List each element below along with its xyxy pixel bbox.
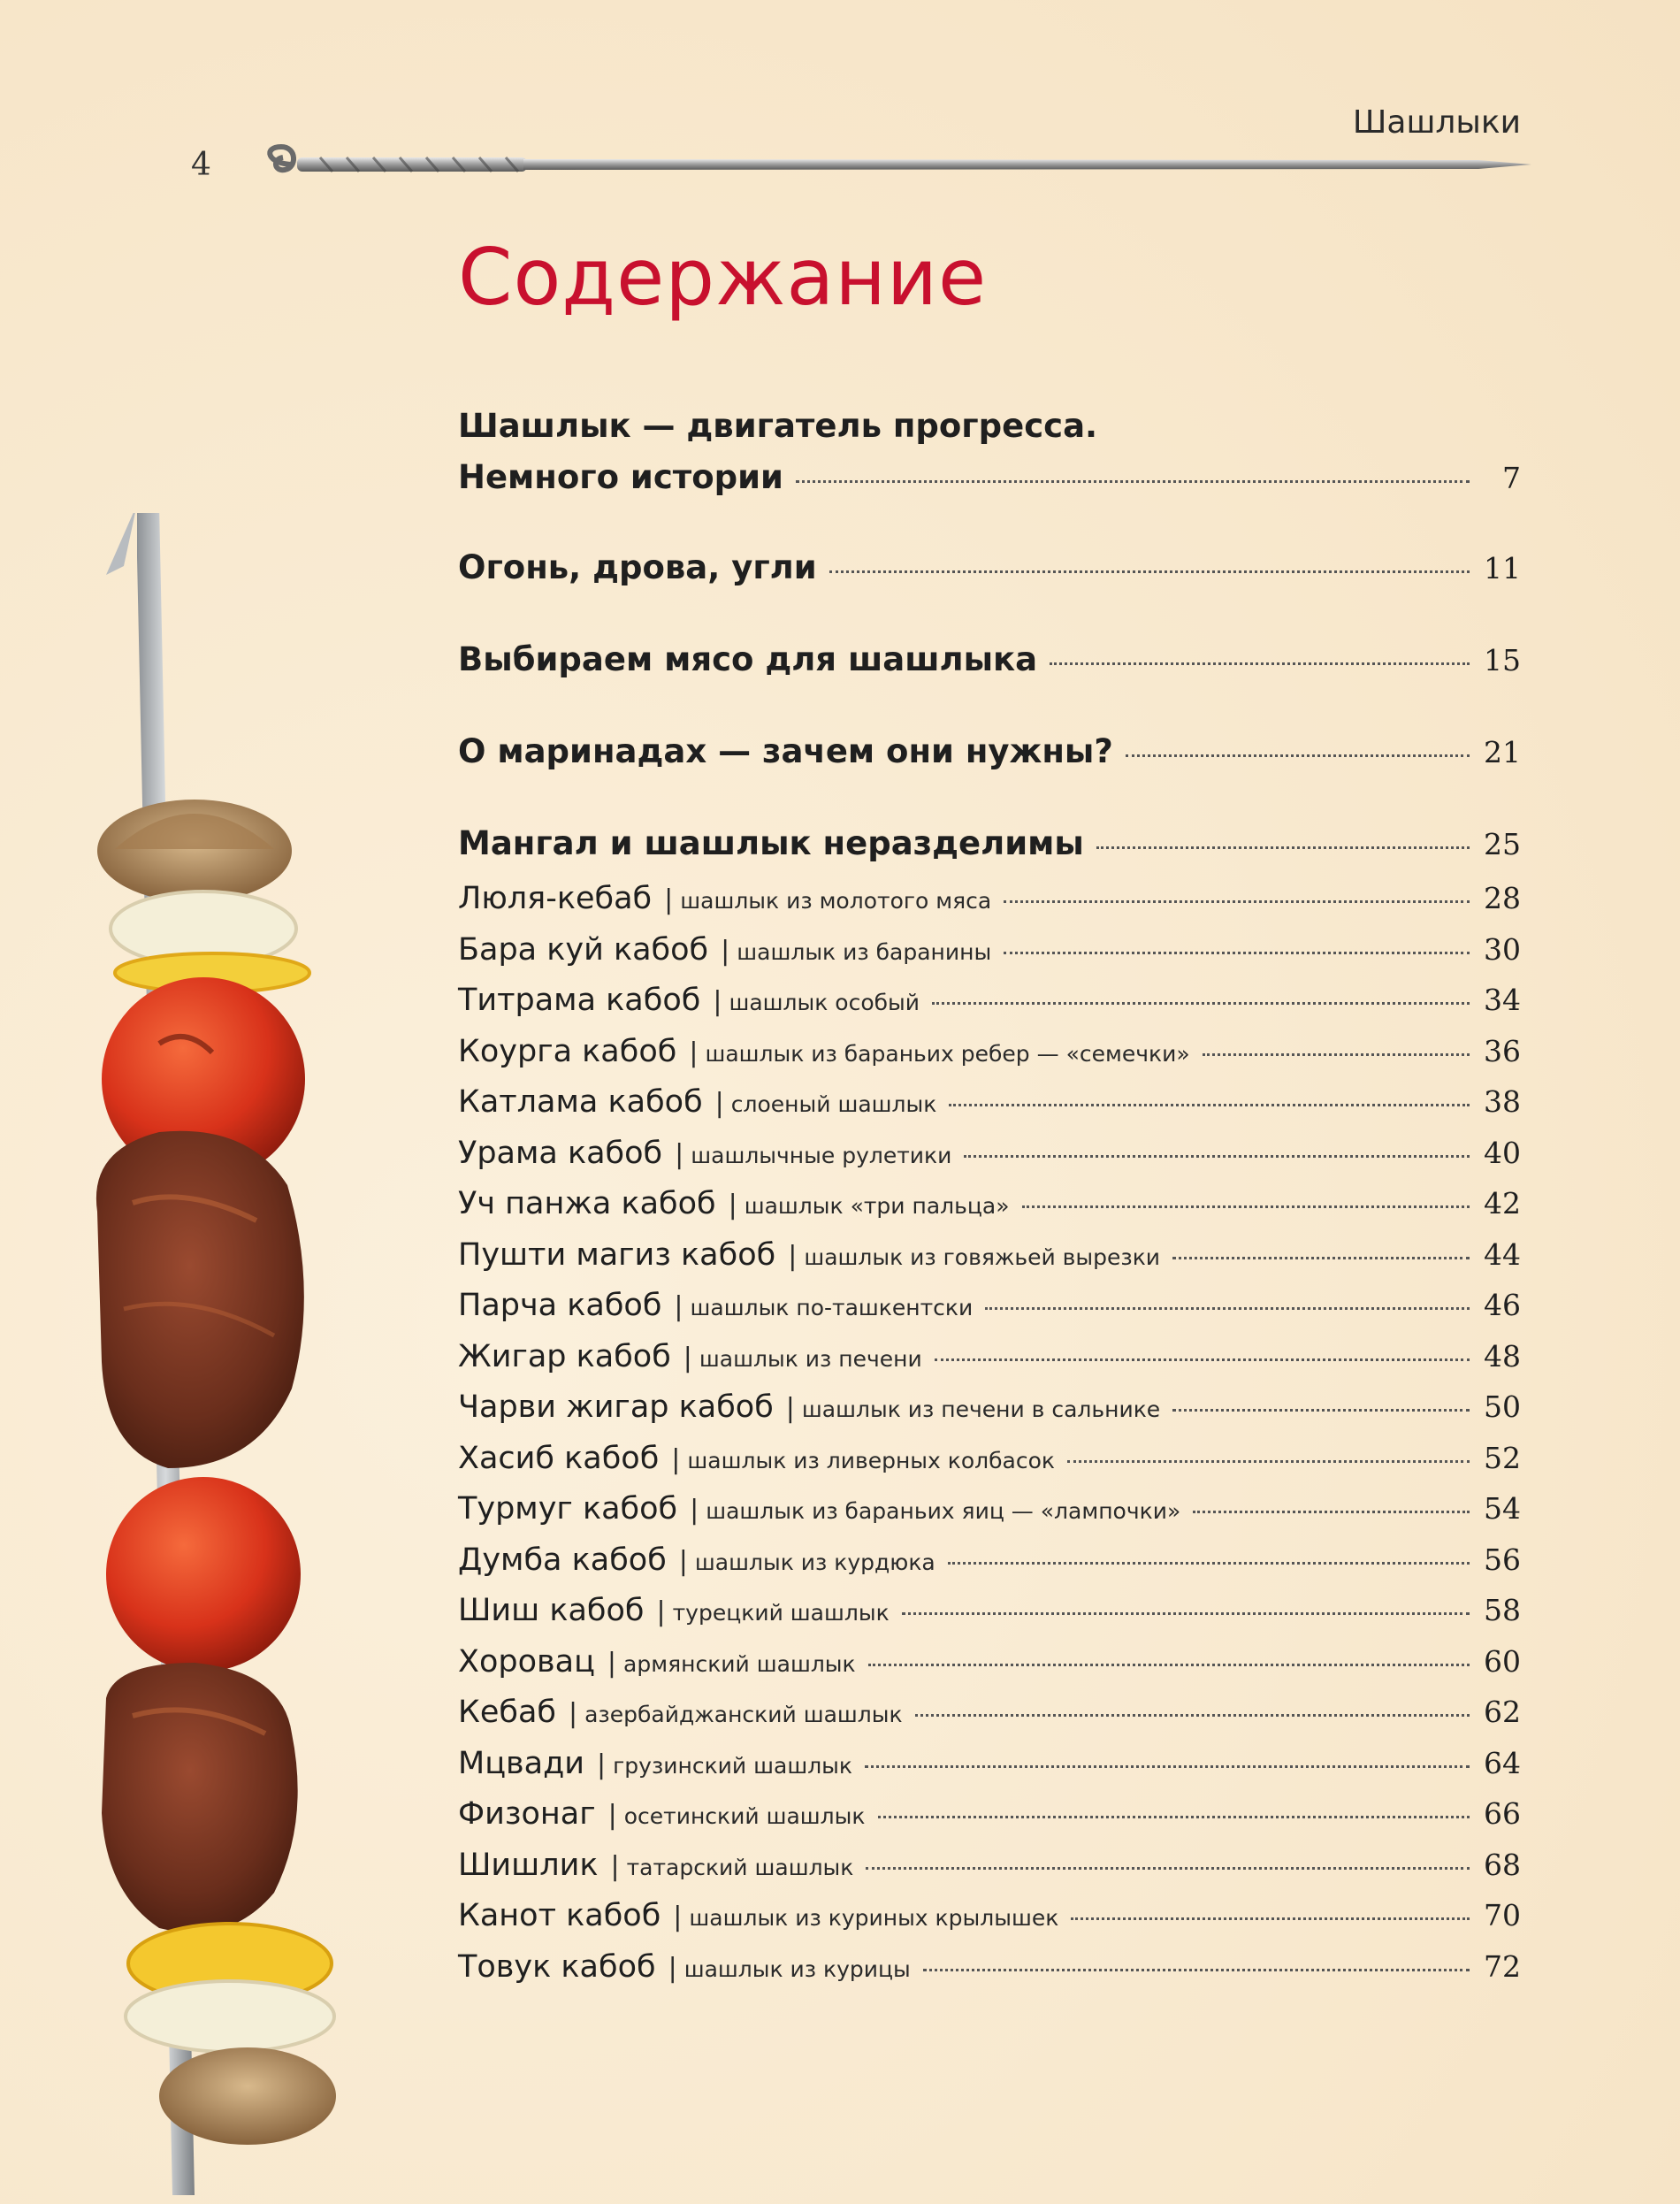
dot-leader <box>1193 1511 1470 1513</box>
toc-entry-title: Мангал и шашлык неразделимы <box>458 824 1084 862</box>
recipe-name: Турмуг кабоб <box>458 1491 678 1527</box>
recipe-description <box>607 1648 856 1679</box>
separator-bar: | <box>713 986 722 1017</box>
recipe-description <box>610 1851 853 1882</box>
recipe-name: Люля-кебаб <box>458 881 653 916</box>
separator-bar: | <box>668 1952 677 1984</box>
toc-recipe-row <box>458 1339 1521 1383</box>
toc-entry-history-line2 <box>458 458 1521 502</box>
toc-entry-title: Немного истории <box>458 458 783 496</box>
dot-leader <box>878 1816 1470 1818</box>
toc-page-number: 30 <box>1484 931 1521 967</box>
recipe-description <box>673 1902 1058 1932</box>
toc-page-number: 72 <box>1484 1948 1521 1984</box>
recipe-name: Коурга кабоб <box>458 1033 677 1069</box>
recipe-description <box>657 1596 890 1627</box>
recipe-description <box>683 1343 922 1374</box>
recipe-description-text: армянский шашлык <box>623 1650 856 1677</box>
recipe-description <box>608 1800 866 1831</box>
toc-page-number: 11 <box>1484 551 1521 585</box>
recipe-name: Шишлик <box>458 1847 599 1883</box>
toc-recipe-row <box>458 1034 1521 1078</box>
recipe-description <box>721 936 991 967</box>
recipe-description-text: шашлык из курдюка <box>694 1549 935 1575</box>
recipe-name: Катлама кабоб <box>458 1084 703 1120</box>
toc-recipe-row <box>458 1136 1521 1180</box>
toc-entry-title: Огонь, дрова, угли <box>458 548 817 586</box>
toc-recipe-row <box>458 1542 1521 1587</box>
recipe-description-text: турецкий шашлык <box>672 1600 890 1626</box>
recipe-name: Кебаб <box>458 1695 556 1730</box>
toc-page-number: 46 <box>1484 1288 1521 1322</box>
dot-leader <box>1172 1409 1470 1412</box>
toc-recipe-row <box>458 1949 1521 1994</box>
recipe-description-text: шашлык из бараньих яиц — «лампочки» <box>706 1498 1181 1524</box>
toc-page-number: 60 <box>1484 1643 1521 1679</box>
toc-page-number: 52 <box>1484 1440 1521 1475</box>
toc-entry-title: Выбираем мясо для шашлыка <box>458 640 1038 678</box>
toc-recipe-row <box>458 1644 1521 1688</box>
dot-leader <box>868 1664 1470 1666</box>
toc-page-number: 34 <box>1484 983 1521 1017</box>
toc-recipe-row <box>458 1186 1521 1230</box>
running-head: Шашлыки <box>1352 104 1521 141</box>
recipe-description-text: шашлык «три пальца» <box>744 1193 1010 1219</box>
recipe-description-text: шашлык из молотого мяса <box>680 888 992 914</box>
recipe-name: Титрама кабоб <box>458 983 701 1018</box>
toc-recipe-row <box>458 983 1521 1027</box>
toc-entry-title: Шашлык — двигатель прогресса. <box>458 407 1098 445</box>
recipe-description-text: шашлык из ливерных колбасок <box>687 1447 1056 1473</box>
recipe-description <box>788 1241 1160 1272</box>
dot-leader <box>1172 1257 1470 1259</box>
recipe-description <box>674 1291 973 1322</box>
dot-leader <box>915 1714 1470 1717</box>
dot-leader <box>1126 754 1470 757</box>
recipe-description-text: шашлык из говяжьей вырезки <box>804 1244 1161 1270</box>
recipe-description <box>713 986 920 1017</box>
toc-page-number: 62 <box>1484 1695 1521 1729</box>
separator-bar: | <box>675 1138 684 1170</box>
toc-page-number: 21 <box>1484 735 1521 769</box>
recipe-description <box>597 1749 852 1780</box>
toc-page-number: 7 <box>1502 461 1521 495</box>
dot-leader <box>796 480 1470 483</box>
toc-recipe-row <box>458 1898 1521 1942</box>
recipe-description <box>729 1190 1010 1221</box>
toc-page-number: 44 <box>1484 1236 1521 1272</box>
dot-leader <box>1004 952 1470 954</box>
separator-bar: | <box>597 1749 607 1780</box>
separator-bar: | <box>728 1190 737 1221</box>
toc-entry-fire <box>458 548 1521 593</box>
toc-page-number: 40 <box>1484 1135 1521 1170</box>
dot-leader <box>866 1867 1470 1870</box>
separator-bar: | <box>721 935 730 967</box>
dot-leader <box>902 1612 1470 1615</box>
separator-bar: | <box>689 1037 699 1068</box>
recipe-description-text: татарский шашлык <box>626 1854 854 1880</box>
toc-recipe-row <box>458 1237 1521 1282</box>
recipe-description <box>569 1698 903 1729</box>
separator-bar: | <box>674 1291 683 1322</box>
toc-title: Содержание <box>458 232 988 323</box>
recipe-description <box>689 1037 1189 1068</box>
recipe-description-text: шашлычные рулетики <box>691 1142 952 1168</box>
toc-recipe-row <box>458 1288 1521 1332</box>
toc-recipe-row <box>458 1746 1521 1790</box>
toc-entry-history-line1 <box>458 407 1521 451</box>
recipe-name: Товук кабоб <box>458 1948 656 1985</box>
dot-leader <box>865 1765 1470 1768</box>
separator-bar: | <box>664 884 674 915</box>
recipe-name: Урама кабоб <box>458 1135 663 1171</box>
toc-page-number: 38 <box>1484 1084 1521 1119</box>
recipe-name: Бара куй кабоб <box>458 931 709 968</box>
recipe-name: Думба кабоб <box>458 1542 667 1578</box>
recipe-description <box>664 884 991 915</box>
recipe-description-text: шашлык из баранины <box>737 938 992 965</box>
toc-recipe-row <box>458 1441 1521 1485</box>
skewer-decoration <box>258 142 1531 187</box>
kebab-skewer-illustration <box>53 513 371 2204</box>
toc-recipe-row <box>458 1593 1521 1637</box>
recipe-description-text: осетинский шашлык <box>623 1803 866 1829</box>
toc-recipe-row <box>458 1084 1521 1129</box>
dot-leader <box>1022 1205 1470 1208</box>
toc-recipe-row <box>458 1695 1521 1739</box>
dot-leader <box>964 1155 1470 1158</box>
toc-page-number: 15 <box>1484 643 1521 677</box>
dot-leader <box>1050 662 1470 665</box>
recipe-name: Хасиб кабоб <box>458 1440 660 1476</box>
recipe-name: Парча кабоб <box>458 1288 662 1323</box>
dot-leader <box>829 570 1470 573</box>
recipe-name: Канот кабоб <box>458 1898 661 1933</box>
recipe-description-text: шашлык из курицы <box>683 1955 911 1982</box>
recipe-description-text: азербайджанский шашлык <box>584 1702 903 1727</box>
toc-recipe-row <box>458 932 1521 976</box>
recipe-description <box>671 1444 1055 1475</box>
recipe-description-text: шашлык из печени в сальнике <box>801 1397 1161 1422</box>
recipe-description <box>690 1495 1180 1526</box>
toc-page-number: 70 <box>1484 1898 1521 1932</box>
toc-page-number: 56 <box>1484 1542 1521 1577</box>
recipe-name: Чарви жигар кабоб <box>458 1389 774 1425</box>
separator-bar: | <box>788 1240 798 1272</box>
recipe-name: Уч панжа кабоб <box>458 1186 716 1221</box>
separator-bar: | <box>671 1443 681 1475</box>
toc-page-number: 54 <box>1484 1491 1521 1526</box>
separator-bar: | <box>678 1545 688 1577</box>
toc-recipe-row <box>458 881 1521 925</box>
toc-page-number: 42 <box>1484 1186 1521 1221</box>
dot-leader <box>1004 900 1470 903</box>
toc-page-number: 68 <box>1484 1847 1521 1882</box>
recipe-name: Пушти магиз кабоб <box>458 1236 776 1273</box>
dot-leader <box>923 1969 1470 1971</box>
toc-recipe-row <box>458 1796 1521 1840</box>
recipe-description-text: шашлык из куриных крылышек <box>689 1905 1059 1931</box>
dot-leader <box>1071 1917 1470 1920</box>
dot-leader <box>949 1104 1470 1106</box>
toc-page-number: 48 <box>1484 1338 1521 1374</box>
separator-bar: | <box>690 1495 699 1526</box>
recipe-name: Физонаг <box>458 1796 596 1832</box>
toc-recipe-row <box>458 1491 1521 1535</box>
toc-page-number: 25 <box>1484 827 1521 861</box>
toc-entry-marinades <box>458 732 1521 777</box>
dot-leader <box>948 1562 1470 1565</box>
recipe-name: Мцвади <box>458 1745 585 1781</box>
recipe-description-text: шашлык по-ташкентски <box>690 1295 974 1320</box>
toc-entry-meat <box>458 640 1521 685</box>
dot-leader <box>1067 1460 1470 1463</box>
toc-page-number: 50 <box>1484 1389 1521 1424</box>
toc-page-number: 64 <box>1484 1745 1521 1780</box>
toc-entry-title: О маринадах — зачем они нужны? <box>458 732 1113 770</box>
dot-leader <box>932 1002 1470 1005</box>
recipe-description <box>675 1139 951 1170</box>
separator-bar: | <box>607 1800 617 1831</box>
recipe-description-text: слоеный шашлык <box>730 1091 937 1117</box>
toc-entry-mangal <box>458 824 1521 869</box>
separator-bar: | <box>683 1342 692 1374</box>
separator-bar: | <box>607 1647 617 1679</box>
recipe-description <box>715 1088 937 1119</box>
separator-bar: | <box>714 1088 724 1119</box>
toc-recipe-row <box>458 1848 1521 1892</box>
toc-page-number: 36 <box>1484 1033 1521 1068</box>
separator-bar: | <box>673 1902 683 1932</box>
dot-leader <box>1203 1053 1470 1056</box>
recipe-description-text: шашлык особый <box>729 990 920 1015</box>
recipe-name: Жигар кабоб <box>458 1338 671 1374</box>
recipe-name: Шиш кабоб <box>458 1593 645 1628</box>
recipe-name: Хоровац <box>458 1643 595 1680</box>
separator-bar: | <box>656 1596 666 1627</box>
recipe-description-text: грузинский шашлык <box>613 1752 853 1779</box>
recipe-description-text: шашлык из печени <box>699 1345 922 1372</box>
recipe-description <box>786 1393 1160 1424</box>
toc-page-number: 28 <box>1484 881 1521 915</box>
toc-recipe-row <box>458 1389 1521 1434</box>
recipe-description <box>668 1953 911 1984</box>
separator-bar: | <box>569 1698 578 1729</box>
dot-leader <box>935 1358 1470 1361</box>
dot-leader <box>985 1307 1470 1310</box>
separator-bar: | <box>610 1850 620 1882</box>
recipe-description <box>679 1546 935 1577</box>
page-number: 4 <box>191 147 211 183</box>
recipe-description-text: шашлык из бараньих ребер — «семечки» <box>705 1040 1190 1067</box>
separator-bar: | <box>785 1393 795 1424</box>
dot-leader <box>1096 846 1470 849</box>
toc-page-number: 66 <box>1484 1796 1521 1831</box>
toc-page-number: 58 <box>1484 1593 1521 1627</box>
